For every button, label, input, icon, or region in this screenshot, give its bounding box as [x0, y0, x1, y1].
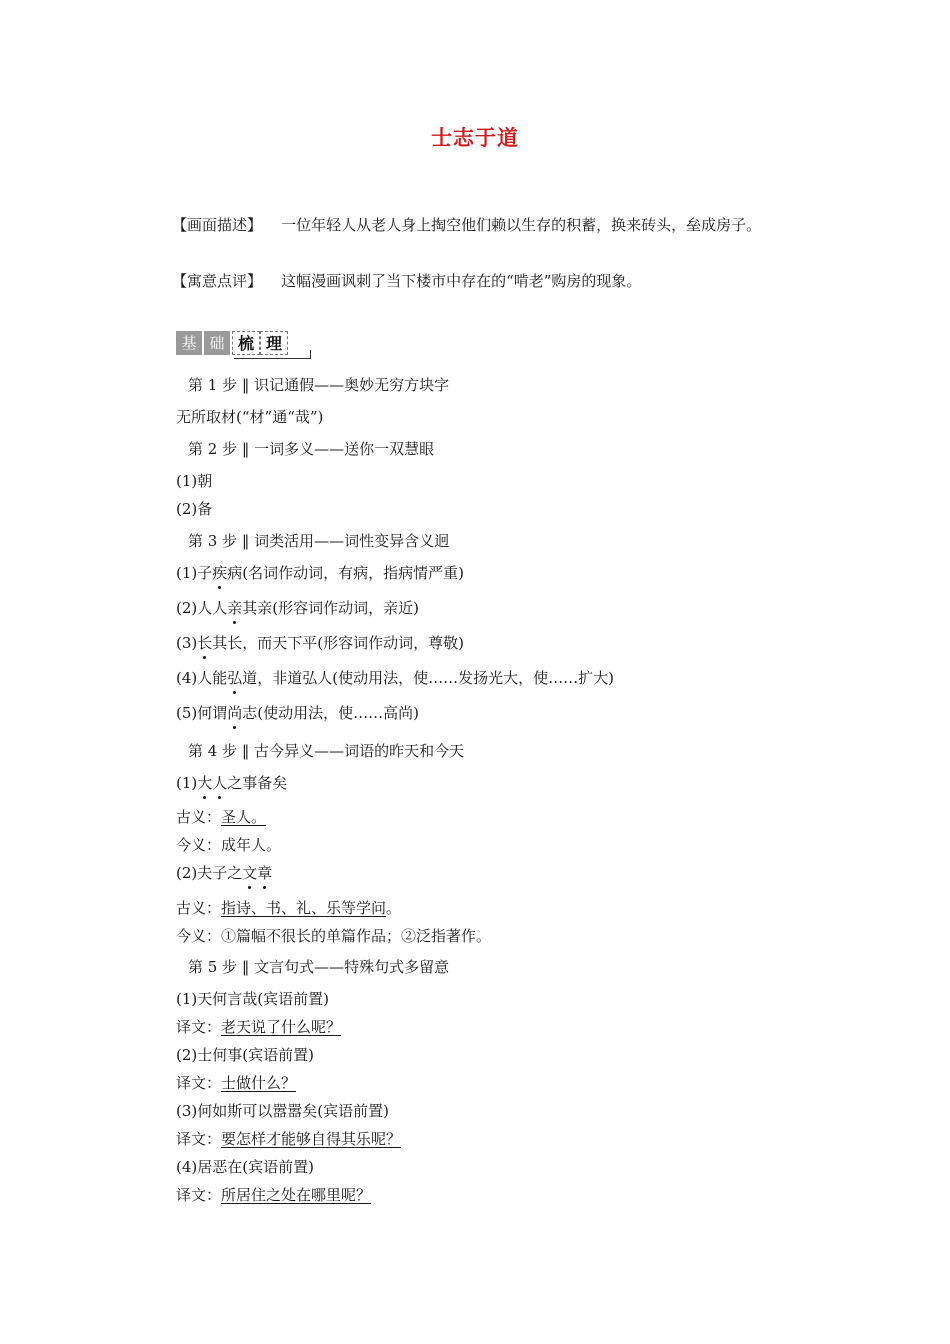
answer-blank: 士做什么？ [221, 1074, 297, 1092]
sentence-2: (2)士何事(宾语前置) [176, 1046, 314, 1064]
translation-1: 译文：老天说了什么呢？ [176, 1018, 342, 1036]
section-banner [176, 329, 288, 355]
emphasis-char: 章 [257, 864, 273, 882]
answer-blank: 指诗、书、礼、乐等学问 [221, 899, 387, 917]
sentence-3: (3)何如斯可以嚣嚣矣(宾语前置) [176, 1102, 389, 1120]
answer-blank: 要怎样才能够自得其乐呢？ [221, 1130, 402, 1148]
step-1-line: 无所取材(“材”通“哉”) [176, 408, 324, 426]
step-4-heading: 第 4 步 ‖ 古今异义——词语的昨天和今天 [188, 742, 465, 760]
modern-meaning-1: 今义：成年人。 [176, 836, 282, 854]
emphasis-char: 长 [197, 634, 213, 652]
banner-char-1: 基 [176, 331, 202, 355]
step-3-item-3: (3)长其长，而天下平(形容词作动词，尊敬) [176, 634, 464, 652]
ancient-meaning-1: 古义：圣人。 [176, 808, 267, 826]
emphasis-char: 文 [242, 864, 258, 882]
translation-3: 译文：要怎样才能够自得其乐呢？ [176, 1130, 402, 1148]
step-4-item-1: (1)大人之事备矣 [176, 774, 288, 792]
step-1-heading: 第 1 步 ‖ 识记通假——奥妙无穷方块字 [188, 376, 450, 394]
picture-description [142, 211, 810, 239]
emphasis-char: 尚 [227, 704, 243, 722]
banner-char-3: 梳 [232, 331, 260, 355]
description-text: 一位年轻人从老人身上掏空他们赖以生存的积蓄，换来砖头，垒成房子。 [281, 216, 762, 234]
sentence-4: (4)居恶在(宾语前置) [176, 1158, 314, 1176]
emphasis-char: 大 [197, 774, 213, 792]
sentence-1: (1)天何言哉(宾语前置) [176, 990, 329, 1008]
banner-char-2: 础 [204, 331, 230, 355]
step-3-item-5: (5)何谓尚志(使动用法，使……高尚) [176, 704, 419, 722]
step-3-heading: 第 3 步 ‖ 词类活用——词性变异含义迥 [188, 532, 450, 550]
step-5-heading: 第 5 步 ‖ 文言句式——特殊句式多留意 [188, 958, 450, 976]
step-3-item-4: (4)人能弘道，非道弘人(使动用法，使……发扬光大，使……扩大) [176, 669, 614, 687]
moral-comment [142, 267, 810, 295]
moral-label: 【寓意点评】 [172, 272, 263, 290]
step-3-item-1: (1)子疾病(名词作动词，有病，指病情严重) [176, 564, 464, 582]
ancient-meaning-2: 古义：指诗、书、礼、乐等学问。 [176, 899, 402, 917]
answer-blank: 老天说了什么呢？ [221, 1018, 342, 1036]
page-title: 士志于道 [431, 125, 519, 150]
translation-4: 译文：所居住之处在哪里呢？ [176, 1186, 372, 1204]
emphasis-char: 疾 [212, 564, 228, 582]
moral-text: 这幅漫画讽刺了当下楼市中存在的“啃老”购房的现象。 [281, 272, 642, 290]
answer-blank: 圣人。 [221, 808, 267, 826]
step-4-item-2: (2)夫子之文章 [176, 864, 273, 882]
emphasis-char: 人 [212, 774, 228, 792]
emphasis-char: 亲 [227, 599, 243, 617]
banner-underline [234, 350, 311, 359]
step-2-item-2: (2)备 [176, 500, 213, 518]
step-3-item-2: (2)人人亲其亲(形容词作动词，亲近) [176, 599, 419, 617]
emphasis-char: 弘 [227, 669, 243, 687]
step-2-heading: 第 2 步 ‖ 一词多义——送你一双慧眼 [188, 440, 435, 458]
banner-char-4: 理 [260, 331, 288, 355]
modern-meaning-2: 今义：①篇幅不很长的单篇作品；②泛指著作。 [176, 927, 492, 945]
translation-2: 译文：士做什么？ [176, 1074, 297, 1092]
description-label: 【画面描述】 [172, 216, 263, 234]
answer-blank: 所居住之处在哪里呢？ [221, 1186, 372, 1204]
step-2-item-1: (1)朝 [176, 472, 213, 490]
